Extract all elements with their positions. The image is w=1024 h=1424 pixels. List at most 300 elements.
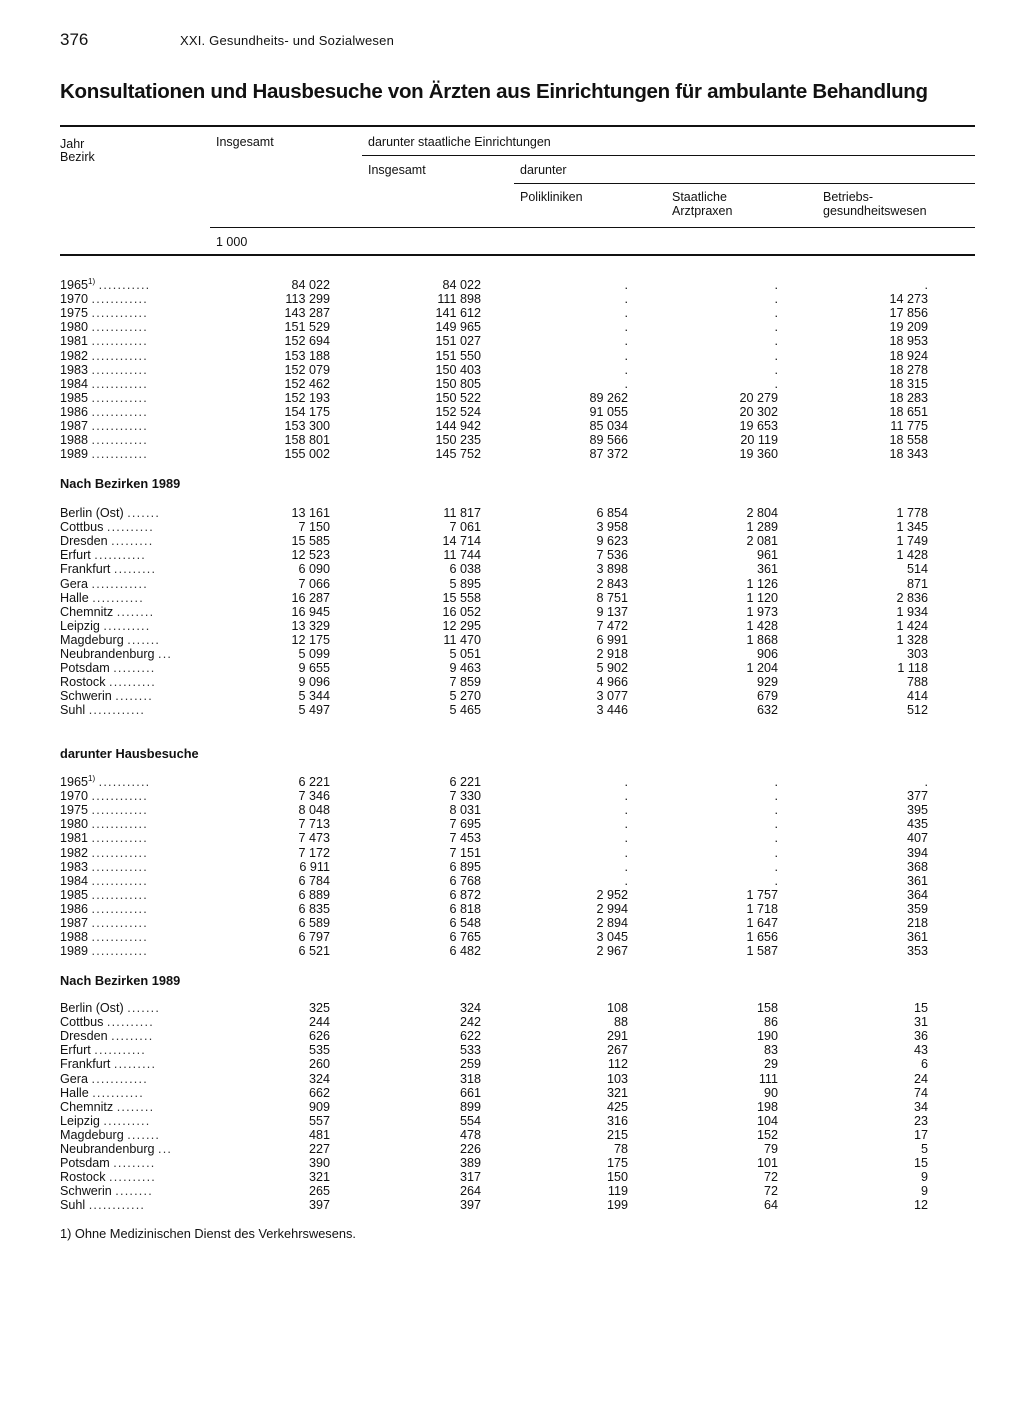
leader-dots: .......... [103, 618, 151, 633]
cell-polikliniken: 267 [606, 1043, 628, 1058]
table-row [60, 647, 960, 661]
cell-polikliniken: 6 991 [596, 632, 628, 647]
cell-insgesamt: 7 150 [298, 520, 330, 535]
cell-insgesamt: 6 911 [299, 859, 330, 874]
cell-insgesamt: 265 [308, 1184, 330, 1199]
leader-dots: ............ [91, 404, 148, 419]
cell-arztpraxen: 198 [756, 1099, 778, 1114]
row-label: 1984 ............ [60, 873, 148, 888]
table-row [60, 1043, 960, 1057]
cell-insgesamt: 153 300 [284, 419, 330, 433]
cell-polikliniken: 6 854 [596, 506, 628, 520]
cell-polikliniken: 175 [606, 1156, 628, 1171]
table-row [60, 548, 960, 562]
table-row [60, 1170, 960, 1184]
cell-polikliniken: 9 137 [596, 604, 628, 619]
leader-dots: ............ [88, 703, 146, 718]
cell-betriebsgesundheit: 11 775 [890, 419, 928, 433]
table-row [60, 874, 960, 888]
cell-arztpraxen: 20 279 [739, 390, 778, 405]
cell-insgesamt: 7 473 [298, 831, 330, 846]
table-row [60, 619, 960, 633]
cell-arztpraxen: . [774, 859, 778, 874]
header-bottom-rule [60, 254, 975, 256]
table-row [60, 447, 960, 461]
footnote-marker: 1) [88, 774, 96, 783]
row-label: Frankfurt ......... [60, 1057, 157, 1072]
header-rule-4 [210, 227, 975, 228]
cell-arztpraxen: 1 587 [746, 944, 778, 959]
cell-betriebsgesundheit: 435 [906, 817, 928, 832]
table-row [60, 591, 960, 605]
cell-betriebsgesundheit: 9 [920, 1170, 928, 1185]
chapter-heading: XXI. Gesundheits- und Sozialwesen [180, 33, 394, 48]
cell-insgesamt: 557 [308, 1113, 330, 1128]
cell-polikliniken: 3 898 [596, 562, 628, 577]
cell-staatlich-insgesamt: 317 [459, 1170, 481, 1185]
table-row [60, 349, 960, 363]
row-label: 1989 ............ [60, 944, 148, 959]
cell-polikliniken: . [624, 845, 628, 860]
cell-staatlich-insgesamt: 150 235 [435, 433, 481, 448]
table-row [60, 930, 960, 944]
row-label: Potsdam ......... [60, 1156, 156, 1171]
table-row [60, 562, 960, 576]
section-nach-bezirken-2: Nach Bezirken 1989 [60, 973, 181, 988]
leader-dots: ........ [116, 1099, 155, 1114]
cell-arztpraxen: 72 [763, 1170, 778, 1185]
leader-dots: ............ [91, 306, 148, 321]
leader-dots: ........... [92, 590, 144, 605]
cell-staatlich-insgesamt: 6 872 [449, 887, 481, 902]
cell-polikliniken: 103 [606, 1071, 628, 1086]
cell-staatlich-insgesamt: 16 052 [442, 604, 481, 619]
leader-dots: ............ [91, 845, 148, 860]
cell-staatlich-insgesamt: 150 522 [435, 390, 481, 405]
cell-staatlich-insgesamt: 5 270 [449, 689, 481, 704]
cell-polikliniken: 112 [607, 1057, 628, 1072]
table-row [60, 534, 960, 548]
table-row [60, 363, 960, 377]
row-label: 1980 ............ [60, 320, 148, 335]
table-row [60, 1057, 960, 1071]
header-rule-3 [514, 183, 975, 184]
cell-polikliniken: . [624, 376, 628, 391]
header-staatliche: Staatliche [672, 190, 727, 204]
cell-insgesamt: 6 889 [298, 887, 330, 902]
cell-betriebsgesundheit: 1 934 [896, 604, 928, 619]
cell-staatlich-insgesamt: 533 [459, 1043, 481, 1058]
row-label: Potsdam ......... [60, 661, 156, 676]
cell-betriebsgesundheit: 871 [906, 576, 928, 591]
table-row [60, 292, 960, 306]
table-row [60, 1184, 960, 1198]
table-row [60, 419, 960, 433]
row-label: Suhl ............ [60, 703, 146, 718]
cell-polikliniken: . [624, 775, 628, 789]
cell-staatlich-insgesamt: 6 221 [449, 775, 481, 789]
leader-dots: .......... [109, 675, 156, 690]
leader-dots: ............ [91, 376, 148, 391]
cell-insgesamt: 662 [308, 1085, 330, 1100]
cell-staatlich-insgesamt: 12 295 [442, 618, 481, 633]
table-row [60, 789, 960, 803]
cell-insgesamt: 6 784 [298, 873, 330, 888]
table-row [60, 689, 960, 703]
row-label: 1970 ............ [60, 292, 148, 307]
cell-polikliniken: 291 [606, 1029, 628, 1044]
row-label: 1965$^{1)}$ ........... [60, 774, 151, 789]
row-label: Leipzig .......... [60, 1113, 151, 1128]
cell-staatlich-insgesamt: 899 [459, 1099, 481, 1114]
cell-insgesamt: 535 [308, 1043, 330, 1058]
cell-polikliniken: 91 055 [589, 404, 628, 419]
row-label: Magdeburg ....... [60, 1127, 161, 1142]
row-label: Halle ........... [60, 1085, 144, 1100]
cell-staatlich-insgesamt: 150 805 [435, 376, 481, 391]
leader-dots: ....... [127, 632, 161, 647]
cell-insgesamt: 227 [308, 1142, 330, 1156]
row-label: 1965$^{1)}$ ........... [60, 277, 151, 292]
cell-insgesamt: 626 [308, 1029, 330, 1044]
table-row [60, 334, 960, 348]
table-row [60, 1086, 960, 1100]
leader-dots: ......... [111, 1029, 154, 1044]
cell-polikliniken: 9 623 [596, 534, 628, 549]
row-label: Leipzig .......... [60, 618, 151, 633]
cell-arztpraxen: 190 [756, 1029, 778, 1044]
leader-dots: ......... [113, 661, 156, 676]
leader-dots: ............ [91, 348, 148, 363]
cell-insgesamt: 152 694 [284, 334, 330, 349]
cell-insgesamt: 909 [308, 1099, 330, 1114]
cell-staatlich-insgesamt: 622 [459, 1029, 481, 1044]
cell-betriebsgesundheit: 36 [913, 1029, 928, 1044]
cell-betriebsgesundheit: 12 [913, 1198, 928, 1213]
cell-staatlich-insgesamt: 151 550 [435, 348, 481, 363]
cell-arztpraxen: 1 656 [746, 930, 778, 945]
cell-betriebsgesundheit: 1 749 [896, 534, 928, 549]
cell-betriebsgesundheit: 1 118 [897, 661, 928, 676]
cell-staatlich-insgesamt: 15 558 [442, 590, 481, 605]
table-row [60, 377, 960, 391]
cell-betriebsgesundheit: 24 [913, 1071, 928, 1086]
cell-staatlich-insgesamt: 7 453 [449, 831, 481, 846]
cell-arztpraxen: 1 868 [746, 632, 778, 647]
cell-betriebsgesundheit: 361 [906, 930, 928, 945]
cell-betriebsgesundheit: 512 [906, 703, 928, 718]
cell-polikliniken: 3 045 [596, 930, 628, 945]
cell-polikliniken: 425 [606, 1099, 628, 1114]
table-row [60, 405, 960, 419]
cell-staatlich-insgesamt: 661 [459, 1085, 481, 1100]
cell-polikliniken: 2 952 [596, 887, 628, 902]
leader-dots: ............ [91, 901, 148, 916]
cell-insgesamt: 16 287 [291, 590, 330, 605]
row-label: 1981 ............ [60, 831, 148, 846]
cell-polikliniken: 3 077 [596, 689, 628, 704]
table-row [60, 433, 960, 447]
cell-betriebsgesundheit: 395 [906, 803, 928, 818]
table-row [60, 944, 960, 958]
cell-staatlich-insgesamt: 318 [459, 1071, 481, 1086]
table-row [60, 1114, 960, 1128]
cell-staatlich-insgesamt: 11 744 [443, 548, 481, 563]
cell-staatlich-insgesamt: 264 [459, 1184, 481, 1199]
cell-arztpraxen: 1 973 [746, 604, 778, 619]
cell-insgesamt: 152 193 [284, 390, 330, 405]
leader-dots: ........ [116, 604, 155, 619]
table-row [60, 775, 960, 789]
leader-dots: ........ [115, 1184, 153, 1199]
row-label: 1970 ............ [60, 789, 148, 804]
cell-betriebsgesundheit: 18 278 [889, 362, 928, 377]
cell-betriebsgesundheit: 353 [906, 944, 928, 959]
cell-polikliniken: . [624, 278, 628, 292]
row-label: 1983 ............ [60, 859, 148, 874]
leader-dots: ............ [91, 334, 148, 349]
table-row [60, 1015, 960, 1029]
cell-polikliniken: 3 446 [596, 703, 628, 718]
header-gesundheitswesen: gesundheitswesen [823, 204, 927, 218]
cell-staatlich-insgesamt: 5 051 [449, 647, 481, 661]
cell-betriebsgesundheit: 18 558 [889, 433, 928, 448]
cell-betriebsgesundheit: 514 [906, 562, 928, 577]
cell-polikliniken: 2 843 [596, 576, 628, 591]
table-row [60, 1100, 960, 1114]
table-row [60, 1142, 960, 1156]
cell-polikliniken: 4 966 [596, 675, 628, 690]
cell-insgesamt: 9 655 [298, 661, 330, 676]
row-label: 1985 ............ [60, 390, 148, 405]
cell-insgesamt: 152 079 [284, 362, 330, 377]
cell-staatlich-insgesamt: 5 465 [449, 703, 481, 718]
cell-staatlich-insgesamt: 150 403 [435, 362, 481, 377]
cell-arztpraxen: . [774, 334, 778, 349]
cell-staatlich-insgesamt: 554 [459, 1113, 481, 1128]
leader-dots: ............ [91, 817, 148, 832]
cell-polikliniken: 7 536 [596, 548, 628, 563]
cell-arztpraxen: . [774, 817, 778, 832]
table-row [60, 506, 960, 520]
cell-insgesamt: 158 801 [284, 433, 330, 448]
cell-polikliniken: . [624, 348, 628, 363]
cell-arztpraxen: . [774, 873, 778, 888]
cell-polikliniken: 316 [606, 1113, 628, 1128]
cell-insgesamt: 325 [308, 1001, 330, 1015]
cell-insgesamt: 155 002 [284, 447, 330, 462]
cell-arztpraxen: . [774, 278, 778, 292]
cell-arztpraxen: 2 804 [746, 506, 778, 520]
leader-dots: ............ [91, 930, 148, 945]
row-label: Rostock .......... [60, 675, 156, 690]
table-row [60, 703, 960, 717]
cell-arztpraxen: . [774, 845, 778, 860]
row-label: 1975 ............ [60, 803, 148, 818]
cell-betriebsgesundheit: 364 [906, 887, 928, 902]
leader-dots: ............ [88, 1198, 146, 1213]
leader-dots: ......... [113, 1057, 157, 1072]
cell-betriebsgesundheit: . [924, 278, 928, 292]
header-jahr: Jahr [60, 137, 85, 151]
cell-staatlich-insgesamt: 6 548 [449, 916, 481, 930]
table-row [60, 1001, 960, 1015]
cell-insgesamt: 12 175 [291, 632, 330, 647]
cell-staatlich-insgesamt: 7 151 [449, 845, 481, 860]
cell-staatlich-insgesamt: 7 859 [449, 675, 481, 690]
cell-arztpraxen: 20 119 [740, 433, 778, 448]
cell-insgesamt: 260 [308, 1057, 330, 1072]
cell-staatlich-insgesamt: 226 [459, 1142, 481, 1156]
cell-betriebsgesundheit: 414 [906, 689, 928, 704]
cell-insgesamt: 6 589 [298, 916, 330, 930]
header-insgesamt-staatlich: Insgesamt [368, 163, 426, 177]
row-label: 1975 ............ [60, 306, 148, 321]
cell-betriebsgesundheit: 15 [913, 1001, 928, 1015]
leader-dots: ............ [91, 419, 148, 433]
cell-staatlich-insgesamt: 6 038 [449, 562, 481, 577]
cell-staatlich-insgesamt: 152 524 [435, 404, 481, 419]
header-polikliniken: Polikliniken [520, 190, 583, 204]
table-title: Konsultationen und Hausbesuche von Ärzten aus Einrichtungen für ambulante Behandlung [60, 80, 928, 103]
row-label: Chemnitz ........ [60, 604, 155, 619]
cell-arztpraxen: 152 [756, 1127, 778, 1142]
cell-arztpraxen: . [774, 831, 778, 846]
table-row [60, 916, 960, 930]
cell-insgesamt: 481 [308, 1127, 330, 1142]
cell-betriebsgesundheit: 17 856 [889, 306, 928, 321]
cell-arztpraxen: . [774, 803, 778, 818]
cell-arztpraxen: 1 289 [746, 520, 778, 535]
cell-betriebsgesundheit: 1 328 [896, 632, 928, 647]
table-row [60, 605, 960, 619]
cell-insgesamt: 113 299 [285, 292, 330, 307]
cell-betriebsgesundheit: 18 283 [889, 390, 928, 405]
cell-staatlich-insgesamt: 149 965 [435, 320, 481, 335]
cell-polikliniken: 108 [606, 1001, 628, 1015]
leader-dots: ....... [127, 1001, 161, 1015]
leader-dots: ......... [111, 534, 154, 549]
leader-dots: ... [158, 647, 173, 661]
table-row [60, 846, 960, 860]
cell-betriebsgesundheit: 6 [920, 1057, 928, 1072]
leader-dots: ........... [94, 1043, 146, 1058]
cell-insgesamt: 8 048 [298, 803, 330, 818]
leader-dots: .......... [106, 1015, 154, 1030]
cell-staatlich-insgesamt: 324 [459, 1001, 481, 1015]
table-row [60, 278, 960, 292]
cell-betriebsgesundheit: 303 [906, 647, 928, 661]
footnote: 1) Ohne Medizinischen Dienst des Verkehrswesens. [60, 1226, 356, 1241]
row-label: 1981 ............ [60, 334, 148, 349]
cell-staatlich-insgesamt: 141 612 [435, 306, 481, 321]
cell-insgesamt: 6 835 [298, 901, 330, 916]
cell-arztpraxen: 1 120 [746, 590, 778, 605]
cell-polikliniken: . [624, 334, 628, 349]
header-rule-2 [362, 155, 975, 156]
cell-insgesamt: 7 066 [298, 576, 330, 591]
leader-dots: ........... [98, 278, 151, 292]
row-label: Chemnitz ........ [60, 1099, 155, 1114]
cell-staatlich-insgesamt: 8 031 [449, 803, 481, 818]
table-row [60, 860, 960, 874]
leader-dots: .......... [109, 1170, 156, 1185]
section-nach-bezirken-1: Nach Bezirken 1989 [60, 476, 181, 491]
cell-polikliniken: 5 902 [596, 661, 628, 676]
cell-betriebsgesundheit: 34 [913, 1099, 928, 1114]
cell-polikliniken: 88 [613, 1015, 628, 1030]
cell-betriebsgesundheit: 1 424 [896, 618, 928, 633]
cell-betriebsgesundheit: 368 [906, 859, 928, 874]
cell-insgesamt: 7 172 [298, 845, 330, 860]
cell-arztpraxen: 72 [763, 1184, 778, 1199]
cell-betriebsgesundheit: 9 [920, 1184, 928, 1199]
cell-arztpraxen: . [774, 775, 778, 789]
leader-dots: ............ [91, 320, 148, 335]
row-label: 1984 ............ [60, 376, 148, 391]
cell-arztpraxen: 101 [756, 1156, 778, 1171]
row-label: 1988 ............ [60, 930, 148, 945]
cell-staatlich-insgesamt: 6 482 [449, 944, 481, 959]
cell-betriebsgesundheit: 31 [913, 1015, 928, 1030]
cell-insgesamt: 5 344 [298, 689, 330, 704]
table-row [60, 633, 960, 647]
row-label: 1982 ............ [60, 845, 148, 860]
cell-insgesamt: 321 [308, 1170, 330, 1185]
cell-arztpraxen: 1 647 [746, 916, 778, 930]
row-label: Cottbus .......... [60, 520, 154, 535]
footnote-marker: 1) [88, 277, 96, 286]
leader-dots: ............ [91, 873, 148, 888]
cell-insgesamt: 16 945 [291, 604, 330, 619]
cell-polikliniken: 2 894 [596, 916, 628, 930]
cell-betriebsgesundheit: 359 [906, 901, 928, 916]
cell-staatlich-insgesamt: 389 [459, 1156, 481, 1171]
cell-staatlich-insgesamt: 145 752 [435, 447, 481, 462]
row-label: 1987 ............ [60, 419, 148, 433]
cell-betriebsgesundheit: 18 953 [889, 334, 928, 349]
table-row [60, 831, 960, 845]
row-label: Berlin (Ost) ....... [60, 1001, 161, 1015]
row-label: 1983 ............ [60, 362, 148, 377]
leader-dots: ... [158, 1142, 173, 1156]
row-label: Gera ............ [60, 576, 148, 591]
cell-arztpraxen: 906 [756, 647, 778, 661]
cell-arztpraxen: 64 [763, 1198, 778, 1213]
cell-staatlich-insgesamt: 144 942 [435, 419, 481, 433]
table-row [60, 306, 960, 320]
cell-betriebsgesundheit: 23 [913, 1113, 928, 1128]
cell-polikliniken: . [624, 803, 628, 818]
cell-betriebsgesundheit: 74 [913, 1085, 928, 1100]
cell-arztpraxen: 111 [758, 1071, 778, 1086]
leader-dots: ......... [113, 1156, 156, 1171]
header-darunter-staatlich: darunter staatliche Einrichtungen [368, 135, 551, 149]
row-label: Berlin (Ost) ....... [60, 506, 161, 520]
cell-staatlich-insgesamt: 7 695 [449, 817, 481, 832]
cell-staatlich-insgesamt: 111 898 [437, 292, 481, 307]
cell-insgesamt: 6 797 [298, 930, 330, 945]
row-label: Halle ........... [60, 590, 144, 605]
cell-insgesamt: 244 [308, 1015, 330, 1030]
cell-betriebsgesundheit: 18 315 [889, 376, 928, 391]
cell-polikliniken: . [624, 292, 628, 307]
row-label: Erfurt ........... [60, 548, 146, 563]
cell-insgesamt: 13 161 [291, 506, 330, 520]
cell-staatlich-insgesamt: 242 [459, 1015, 481, 1030]
leader-dots: .......... [103, 1113, 151, 1128]
leader-dots: ............ [91, 390, 148, 405]
